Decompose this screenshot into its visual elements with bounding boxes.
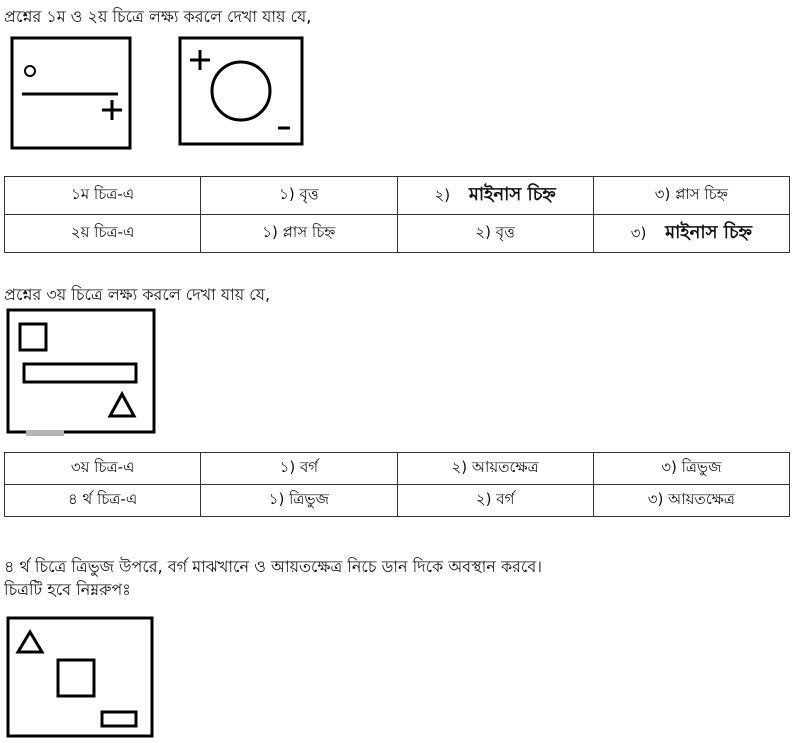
square-shape (58, 660, 94, 696)
table-cell: ২) বর্গ (397, 485, 593, 517)
scroll-mark (26, 430, 64, 436)
comparison-table-1 (4, 176, 790, 253)
square-shape (20, 324, 46, 350)
table-cell: ১ম চিত্র-এ (5, 177, 201, 215)
table-cell: ৪ র্থ চিত্র-এ (5, 485, 201, 517)
comparison-table-2 (4, 452, 790, 517)
table-cell (593, 215, 789, 253)
table-cell: ১) বর্গ (201, 453, 397, 485)
cell-number: ২) (434, 186, 451, 204)
plus-icon (190, 50, 210, 70)
triangle-shape (18, 632, 42, 652)
table-cell: ২) বৃত্ত (397, 215, 593, 253)
table-cell: ১) প্লাস চিহ্ন (201, 215, 397, 253)
table-row (5, 177, 790, 215)
figure-3 (6, 308, 158, 440)
table-cell: ১) ত্রিভুজ (201, 485, 397, 517)
figure-1 (10, 36, 134, 152)
table-cell: ৩) আয়তক্ষেত্র (593, 485, 789, 517)
conclusion-text-1: ৪ র্থ চিত্রে ত্রিভুজ উপরে, বর্গ মাঝখানে ও আয়তক্ষেত্র নিচে ডান দিকে অবস্থান করবে। (4, 557, 542, 576)
intro-text-2: প্রশ্নের ৩য় চিত্রে লক্ষ্য করলে দেখা যায় যে, (4, 285, 271, 304)
triangle-shape (110, 394, 134, 416)
table-cell: ৩য় চিত্র-এ (5, 453, 201, 485)
figure-4-answer (6, 616, 156, 740)
table-row (5, 485, 790, 517)
table-cell: ৩) প্লাস চিহ্ন (593, 177, 789, 215)
table-cell: ২য় চিত্র-এ (5, 215, 201, 253)
cell-number: ৩) (630, 224, 647, 242)
small-circle-icon (25, 66, 35, 76)
table-cell: ২) আয়তক্ষেত্র (397, 453, 593, 485)
cell-label: মাইনাস চিহ্ন (468, 184, 556, 205)
circle-shape (212, 62, 270, 120)
rectangle-shape (102, 712, 136, 726)
rectangle-shape (24, 364, 136, 382)
intro-text-1: প্রশ্নের ১ম ও ২য় চিত্রে লক্ষ্য করলে দেখা যায় যে, (4, 7, 312, 26)
table-row (5, 453, 790, 485)
table-cell: ৩) ত্রিভুজ (593, 453, 789, 485)
table-cell: ১) বৃত্ত (201, 177, 397, 215)
table-cell (397, 177, 593, 215)
conclusion-text-2: চিত্রটি হবে নিম্নরুপঃ (4, 580, 131, 599)
plus-icon (102, 100, 122, 120)
figure-2 (178, 36, 306, 148)
table-row (5, 215, 790, 253)
cell-label: মাইনাস চিহ্ন (665, 222, 753, 243)
